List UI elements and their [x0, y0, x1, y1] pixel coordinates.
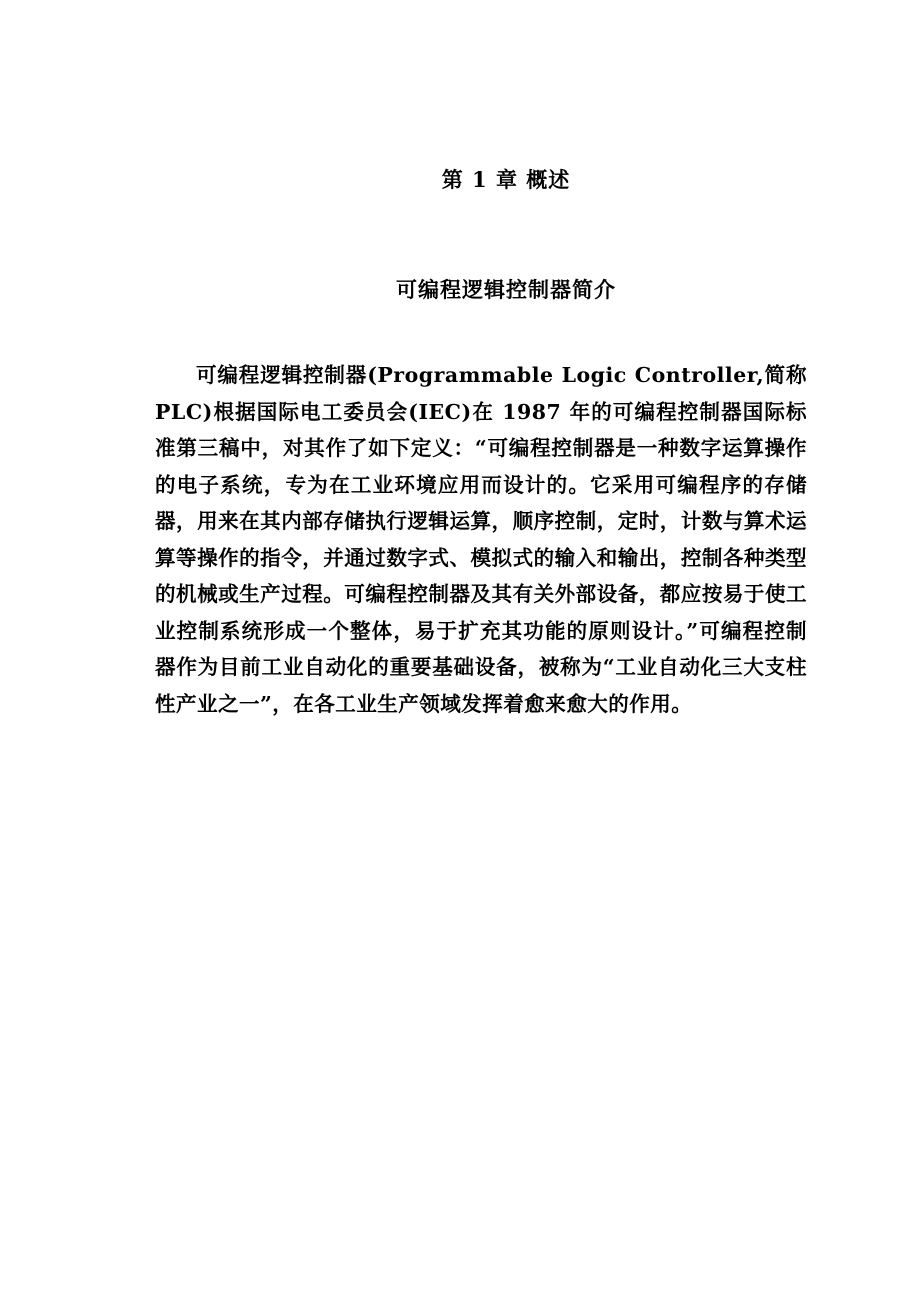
chapter-title: 第 1 章 概述 [441, 167, 571, 192]
body-paragraph: 可编程逻辑控制器(Programmable Logic Controller,简称 PLC)根据国际电工委员会(IEC)在 1987 年的可编程控制器国际标准第三稿中，对其作了如下定义：“可编程控制器是一种数字运算操作的电子系统，专为在工业环境应用而设计的。它采用可编程序的存储器，用来在其内部存储执行逻辑运算，顺序控制，定时，计数与算术运算等操作的指令，并通过数字式、模拟式的输入和输出，控制各种类型的机械或生产过程。可编程控制器及其有关外部设备，都应按易于使工业控制系统形成一个整体，易于扩充其功能的原则设计。”可编程控制器作为目前工业自动化的重要基础设备，被称为“工业自动化三大支柱性产业之一”，在各工业生产领域发挥着愈来愈大的作用。 [155, 363, 807, 716]
section-title: 可编程逻辑控制器简介 [396, 277, 616, 302]
